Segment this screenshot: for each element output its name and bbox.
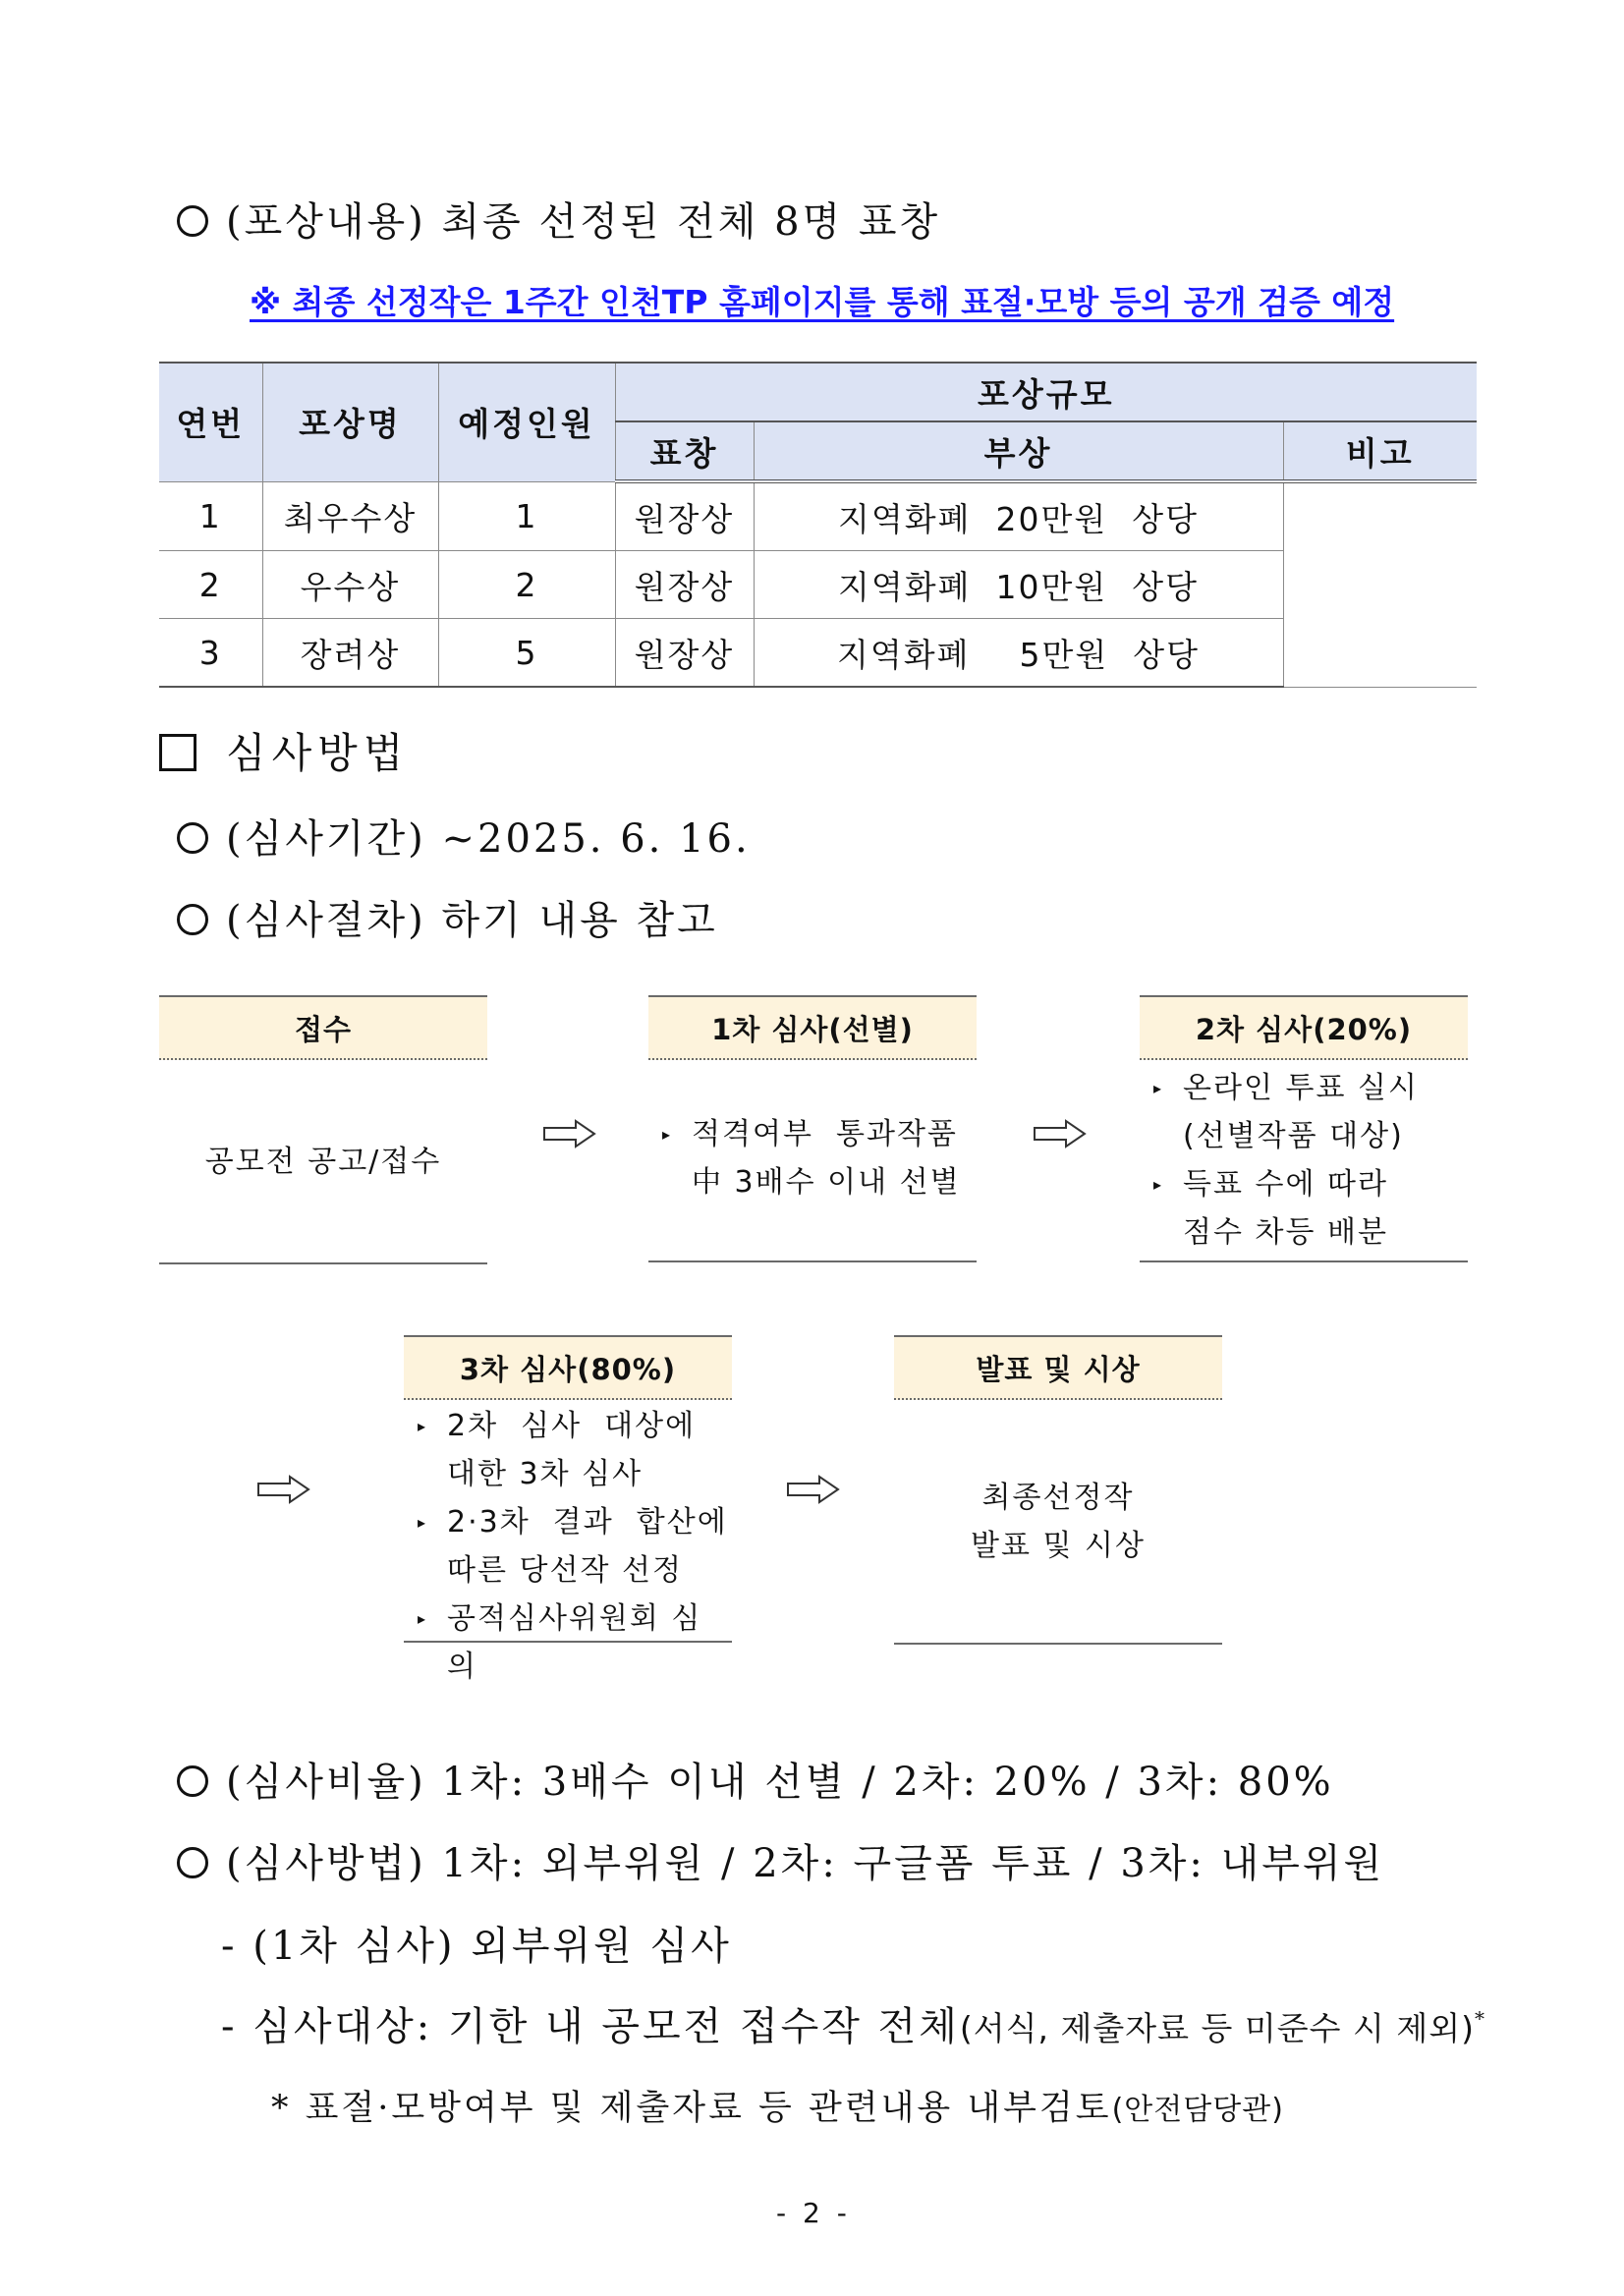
cell-num: 3: [159, 619, 262, 688]
cell-name: 우수상: [262, 551, 438, 619]
table-row: [159, 619, 1477, 688]
list-item: ▸ 2차 심사 대상에 대한 3차 심사: [404, 1402, 732, 1498]
cell-remark: [1283, 481, 1477, 687]
triangle-bullet-icon: ▸: [1153, 1079, 1164, 1097]
circle-bullet-icon: [177, 1847, 208, 1878]
header-prize: 부상: [754, 421, 1283, 481]
list-item: ▸ 적격여부 통과작품 中 3배수 이내 선별: [648, 1110, 977, 1206]
header-commend: 표창: [615, 421, 754, 481]
award-note: ※ 최종 선정작은 1주간 인천TP 홈페이지를 통해 표절·모방 등의 공개 검증 예정: [250, 283, 1395, 321]
right-arrow-icon: [787, 1475, 840, 1504]
process-receipt: [159, 995, 487, 1264]
header-scale: 포상규모: [615, 363, 1477, 421]
process-second-title: 2차 심사(20%): [1140, 995, 1468, 1060]
cell-prize: 지역화폐 20만원 상당: [754, 481, 1283, 551]
review-target-line: - 심사대상: 기한 내 공모전 접수작 전체(서식, 제출자료 등 미준수 시 제외)*: [221, 2004, 1487, 2049]
cell-commend: 원장상: [615, 619, 754, 688]
cell-name: 장려상: [262, 619, 438, 688]
cell-prize: 지역화폐 5만원 상당: [754, 619, 1283, 688]
cell-count: 1: [438, 481, 615, 551]
cell-prize: 지역화폐 10만원 상당: [754, 551, 1283, 619]
first-review-line: - (1차 심사) 외부위원 심사: [221, 1924, 732, 1969]
cell-num: 2: [159, 551, 262, 619]
right-arrow-icon: [543, 1119, 596, 1148]
checkbox-square-icon: [159, 734, 196, 771]
circle-bullet-icon: [177, 904, 208, 935]
award-table: [159, 362, 1477, 688]
review-procedure: (심사절차) 하기 내용 참고: [177, 889, 718, 945]
triangle-bullet-icon: ▸: [418, 1417, 428, 1435]
process-second-review: [1140, 995, 1468, 1262]
review-method: (심사방법) 1차: 외부위원 / 2차: 구글폼 투표 / 3차: 내부위원: [177, 1832, 1384, 1888]
list-item: ▸ 공적심사위원회 심의: [404, 1595, 732, 1691]
cell-count: 2: [438, 551, 615, 619]
review-ratio: (심사비율) 1차: 3배수 이내 선별 / 2차: 20% / 3차: 80%: [177, 1751, 1334, 1807]
right-arrow-icon: [1034, 1119, 1087, 1148]
circle-bullet-icon: [177, 205, 208, 237]
list-item: ▸ 2·3차 결과 합산에 따른 당선작 선정: [404, 1498, 732, 1595]
process-receipt-title: 접수: [159, 995, 487, 1060]
triangle-bullet-icon: ▸: [1153, 1175, 1164, 1194]
process-final: [894, 1335, 1222, 1645]
process-final-text: 최종선정작: [981, 1480, 1135, 1515]
section-title: 심사방법: [159, 721, 409, 780]
process-third-review: [404, 1335, 732, 1684]
review-period: (심사기간) ~2025. 6. 16.: [177, 808, 751, 864]
header-num: 연번: [159, 363, 262, 481]
process-first-review: [648, 995, 977, 1262]
table-row: [159, 481, 1477, 551]
process-receipt-text: 공모전 공고/접수: [204, 1144, 442, 1179]
process-final-title: 발표 및 시상: [894, 1335, 1222, 1400]
header-remark: 비고: [1283, 421, 1477, 481]
process-first-title: 1차 심사(선별): [648, 995, 977, 1060]
cell-commend: 원장상: [615, 481, 754, 551]
cell-commend: 원장상: [615, 551, 754, 619]
right-arrow-icon: [257, 1475, 310, 1504]
cell-name: 최우수상: [262, 481, 438, 551]
list-item: ▸ 온라인 투표 실시 (선별작품 대상): [1140, 1064, 1468, 1160]
cell-count: 5: [438, 619, 615, 688]
triangle-bullet-icon: ▸: [418, 1609, 428, 1628]
award-heading: (포상내용) 최종 선정된 전체 8명 표창: [177, 191, 940, 247]
list-item: ▸ 득표 수에 따라 점수 차등 배분: [1140, 1160, 1468, 1257]
process-final-text: 발표 및 시상: [971, 1528, 1146, 1563]
circle-bullet-icon: [177, 822, 208, 854]
page-number: - 2 -: [776, 2197, 851, 2229]
footnote-line: * 표절·모방여부 및 제출자료 등 관련내용 내부검토(안전담당관): [271, 2089, 1284, 2128]
triangle-bullet-icon: ▸: [418, 1513, 428, 1532]
cell-num: 1: [159, 481, 262, 551]
process-third-title: 3차 심사(80%): [404, 1335, 732, 1400]
triangle-bullet-icon: ▸: [662, 1125, 673, 1144]
header-name: 포상명: [262, 363, 438, 481]
circle-bullet-icon: [177, 1765, 208, 1797]
header-count: 예정인원: [438, 363, 615, 481]
table-row: [159, 551, 1477, 619]
